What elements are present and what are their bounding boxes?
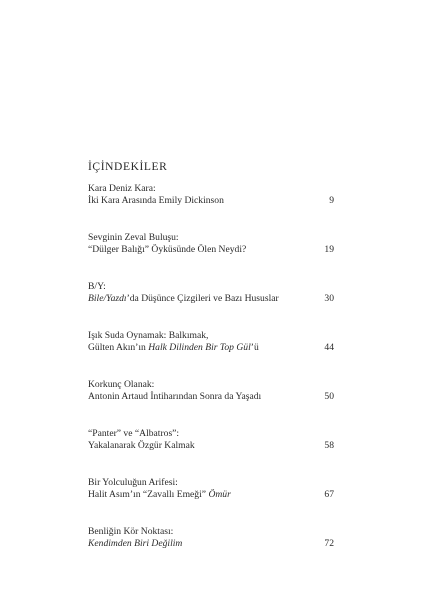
italic-title-segment: Bile/Yazdı (88, 293, 127, 305)
toc-entry-subtitle-line (88, 489, 308, 501)
text-segment: Benliğin Kör Noktası: (88, 526, 174, 537)
toc-entry (88, 428, 334, 477)
toc-entry-heading-line (88, 379, 308, 391)
toc-entry-heading-line (88, 477, 308, 489)
text-segment: Yakalanarak Özgür Kalmak (88, 440, 195, 452)
toc-entry-subtitle-line (88, 342, 308, 354)
toc-entry-subtitle-line (88, 195, 308, 207)
toc-page-number: 58 (324, 440, 334, 452)
toc-entry-subtitle-line (88, 293, 308, 305)
toc-entry-title (88, 281, 308, 305)
toc-entry-subtitle-line (88, 440, 308, 452)
italic-title-segment: Halk Dilinden Bir Top Gül (148, 342, 251, 354)
toc-entry-heading-line (88, 330, 308, 342)
text-segment: “Panter” ve “Albatros”: (88, 428, 180, 439)
text-segment: Korkunç Olanak: (88, 379, 155, 390)
toc-entry (88, 526, 334, 575)
toc-entry (88, 281, 334, 330)
toc-entry-subtitle-line (88, 244, 308, 256)
toc-page-number: 19 (324, 244, 334, 256)
toc-entry (88, 183, 334, 232)
toc-page-number: 9 (329, 195, 334, 207)
toc-entry-title (88, 330, 308, 354)
toc-entry-subtitle-line (88, 391, 308, 403)
toc-title: İÇİNDEKİLER (88, 161, 168, 173)
text-segment: “Dülger Balığı” Öyküsünde Ölen Neydi? (88, 244, 247, 256)
toc-entry-heading-line (88, 183, 308, 195)
toc-page-number: 72 (324, 538, 334, 550)
toc-list (88, 183, 334, 575)
toc-entry (88, 330, 334, 379)
text-segment: Antonin Artaud İntiharından Sonra da Yaşadı (88, 391, 262, 403)
toc-page-number: 44 (324, 342, 334, 354)
text-segment: Kara Deniz Kara: (88, 183, 156, 194)
text-segment: Sevginin Zeval Buluşu: (88, 232, 179, 243)
toc-entry-heading-line (88, 281, 308, 293)
text-segment: B/Y: (88, 281, 106, 292)
toc-entry-title (88, 477, 308, 501)
text-segment: Işık Suda Oynamak: Balkımak, (88, 330, 209, 341)
text-segment: Gülten Akın’ın (88, 342, 149, 354)
toc-page-number: 30 (324, 293, 334, 305)
italic-title-segment: Ömür (208, 489, 231, 501)
toc-entry (88, 477, 334, 526)
text-segment: ’ü (250, 342, 259, 354)
toc-entry-heading-line (88, 526, 308, 538)
toc-entry-subtitle-line (88, 538, 308, 550)
toc-entry-heading-line (88, 428, 308, 440)
text-segment: Bir Yolculuğun Arifesi: (88, 477, 178, 488)
toc-entry-heading-line (88, 232, 308, 244)
toc-entry-title (88, 183, 308, 207)
toc-page-number: 50 (324, 391, 334, 403)
italic-title-segment: Kendimden Biri Değilim (88, 538, 183, 550)
toc-page-number: 67 (324, 489, 334, 501)
text-segment: İki Kara Arasında Emily Dickinson (88, 195, 224, 207)
toc-entry-title (88, 232, 308, 256)
toc-entry (88, 232, 334, 281)
toc-entry (88, 379, 334, 428)
toc-entry-title (88, 526, 308, 550)
text-segment: ’da Düşünce Çizgileri ve Bazı Hususlar (126, 293, 279, 305)
toc-entry-title (88, 428, 308, 452)
text-segment: Halit Asım’ın “Zavallı Emeği” (88, 489, 209, 501)
toc-entry-title (88, 379, 308, 403)
